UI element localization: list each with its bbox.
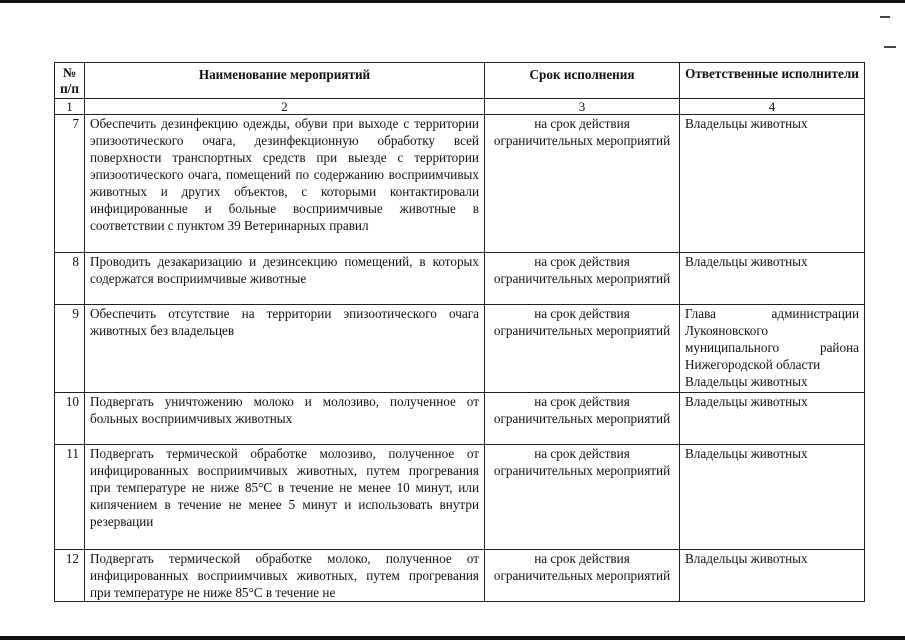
- column-index: 4: [680, 99, 865, 115]
- responsible-line: Владельцы животных: [685, 116, 808, 131]
- table-row: [55, 305, 865, 393]
- measure-name: Обеспечить дезинфекцию одежды, обуви при выходе с территории эпизоотического очага, дезинфекционную обработку всей поверхности транспортных средств при выезде с территории эпизоотического очага, помещений по содержанию восприимчивых животных и других объектов, с которыми контактировали инфицированные и больные восприимчивые животные в соответствии с пунктом 39 Ветеринарных правил: [85, 115, 485, 253]
- responsible-line: Владельцы животных: [685, 551, 808, 566]
- measure-name: Подвергать уничтожению молоко и молозиво, полученное от больных восприимчивых животных: [85, 393, 485, 445]
- header-number: № п/п: [55, 63, 85, 99]
- column-index: 2: [85, 99, 485, 115]
- scan-speck: [880, 16, 890, 18]
- measure-name: Проводить дезакаризацию и дезинсекцию помещений, в которых содержатся восприимчивые животные: [85, 253, 485, 305]
- measures-table: [54, 62, 865, 602]
- table-row: [55, 253, 865, 305]
- page-top-edge: [0, 0, 905, 3]
- row-number: 8: [55, 253, 85, 305]
- header-responsible: Ответственные исполнители: [680, 63, 865, 99]
- responsible-line: Владельцы животных: [685, 254, 808, 269]
- table-row: [55, 115, 865, 253]
- measure-responsible: [680, 253, 865, 305]
- responsible-line: Владельцы животных: [685, 446, 808, 461]
- table-row: [55, 393, 865, 445]
- measure-term: на срок действия ограничительных мероприятий: [485, 305, 680, 393]
- scan-speck: [884, 46, 896, 48]
- measure-responsible: [680, 393, 865, 445]
- column-index: 3: [485, 99, 680, 115]
- measure-term: на срок действия ограничительных мероприятий: [485, 550, 680, 602]
- page-bottom-edge: [0, 636, 905, 640]
- table-row: [55, 445, 865, 550]
- measure-name: Подвергать термической обработке молозиво, полученное от инфицированных восприимчивых животных, путем прогревания при температуре не ниже 85°С в течение не менее 10 минут, или кипячением в течение не менее 5 минут и использовать внутри резервации: [85, 445, 485, 550]
- measure-responsible: [680, 445, 865, 550]
- responsible-line: Глава администрации Лукояновского муниципального района Нижегородской области: [685, 306, 859, 372]
- measure-responsible: [680, 550, 865, 602]
- header-term: Срок исполнения: [485, 63, 680, 99]
- row-number: 9: [55, 305, 85, 393]
- measure-responsible: [680, 115, 865, 253]
- row-number: 11: [55, 445, 85, 550]
- row-number: 10: [55, 393, 85, 445]
- measure-name: Обеспечить отсутствие на территории эпизоотического очага животных без владельцев: [85, 305, 485, 393]
- row-number: 12: [55, 550, 85, 602]
- measure-responsible: [680, 305, 865, 393]
- header-name: Наименование мероприятий: [85, 63, 485, 99]
- column-index: 1: [55, 99, 85, 115]
- measure-term: на срок действия ограничительных мероприятий: [485, 393, 680, 445]
- table-row: [55, 550, 865, 602]
- measure-term: на срок действия ограничительных мероприятий: [485, 253, 680, 305]
- row-number: 7: [55, 115, 85, 253]
- responsible-line: Владельцы животных: [685, 374, 808, 389]
- measure-term: на срок действия ограничительных мероприятий: [485, 445, 680, 550]
- table-header-row: [55, 63, 865, 99]
- measure-name: Подвергать термической обработке молоко, полученное от инфицированных восприимчивых животных, путем прогревания при температуре не ниже 85°С в течение не: [85, 550, 485, 602]
- responsible-line: Владельцы животных: [685, 394, 808, 409]
- measure-term: на срок действия ограничительных мероприятий: [485, 115, 680, 253]
- column-index-row: [55, 99, 865, 115]
